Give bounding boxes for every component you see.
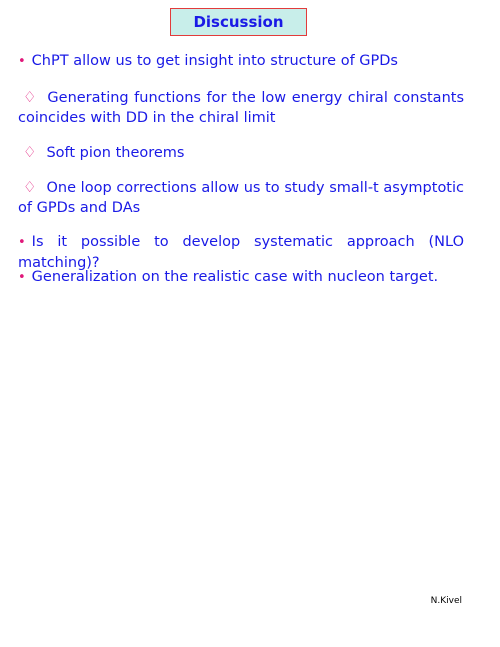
bullet-item [18,267,464,288]
item-text: Generating functions for the low energy chiral constants coincides with DD in the chiral limit [18,90,464,126]
item-text: Is it possible to develop systematic approach (NLO matching)? [18,234,464,271]
bullet-marker: • [18,54,26,69]
diamond-item [18,87,464,128]
diamond-icon: ♢ [23,178,37,196]
page-title: Discussion [193,13,284,31]
bullet-marker: • [18,235,26,250]
item-text: One loop corrections allow us to study small-t asymptotic of GPDs and DAs [18,180,464,216]
diamond-icon: ♢ [23,143,37,161]
item-text: Generalization on the realistic case with nucleon target. [31,269,439,285]
item-text: Soft pion theorems [46,145,185,161]
diamond-item [18,142,464,163]
diamond-item [18,177,464,218]
bullet-marker: • [18,270,26,285]
bullet-item [18,51,464,72]
diamond-icon: ♢ [23,88,38,106]
item-text: ChPT allow us to get insight into structure of GPDs [31,53,398,69]
author-footer: N.Kivel [430,596,462,606]
title-box [170,8,307,36]
